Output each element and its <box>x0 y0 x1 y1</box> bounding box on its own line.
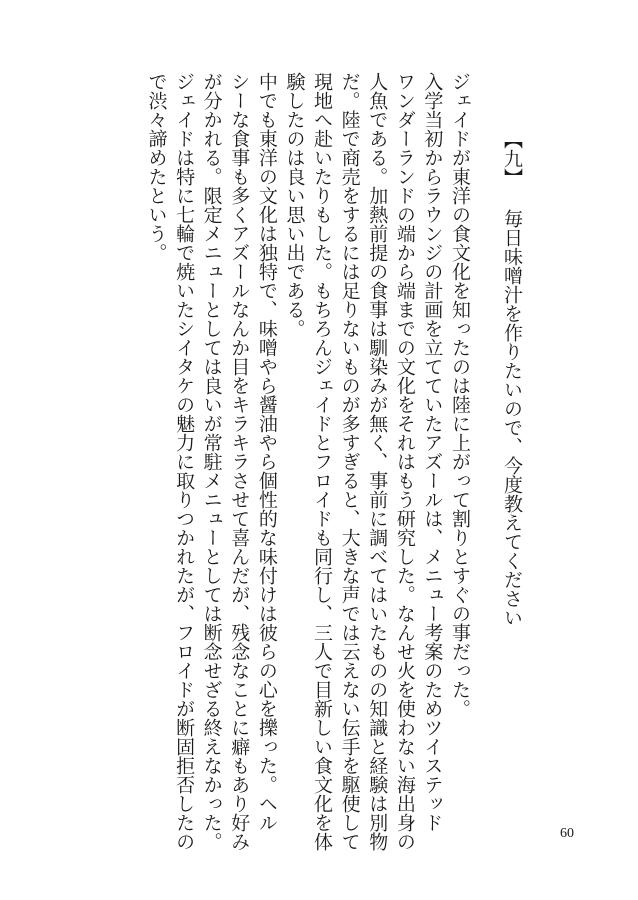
text-line: 験したのは良い思い出である。 <box>283 72 306 338</box>
text-line: 現地へ赴いたりもした。もちろんジェイドとフロイドも同行し、三人で目新しい食文化を体 <box>311 72 334 851</box>
text-line: で渋々諦めたという。 <box>145 72 168 262</box>
text-line: だ。陸で商売をするには足りないものが多すぎると、大きな声では云えない伝手を駆使して <box>338 72 361 851</box>
chapter-heading: 【九】 毎日味噌汁を作りたいので、今度教えてください <box>501 130 523 627</box>
text-line: ジェイドが東洋の食文化を知ったのは陸に上がって割りとすぐの事だった。 <box>449 72 471 718</box>
text-line: 中でも東洋の文化は独特で、味噌やら醤油やら個性的な味付けは彼らの心を擽った。ヘル <box>255 72 278 832</box>
text-line: シーな食事も多くアズールなんか目をキラキラさせて喜んだが、残念なことに癖もあり好み <box>228 72 251 851</box>
page-number: 60 <box>560 826 574 841</box>
text-line: ワンダーランドの端から端までの文化をそれはもう研究した。なんせ火を使わない海出身の <box>393 72 416 851</box>
body-text <box>83 72 473 851</box>
text-line: が分かれる。限定メニューとしては良いが常駐メニューとしては断念せざる終えなかった。 <box>200 72 223 851</box>
text-line: 入学当初からラウンジの計画を立てていたアズールは、メニュー考案のためツイステッド <box>421 72 444 832</box>
text-line: 人魚である。加熱前提の食事は馴染みが無く、事前に調べてはいたものの知識と経験は別物 <box>366 72 389 851</box>
text-line: ジェイドは特に七輪で焼いたシイタケの魅力に取りつかれたが、フロイドが断固拒否したの <box>173 72 196 851</box>
